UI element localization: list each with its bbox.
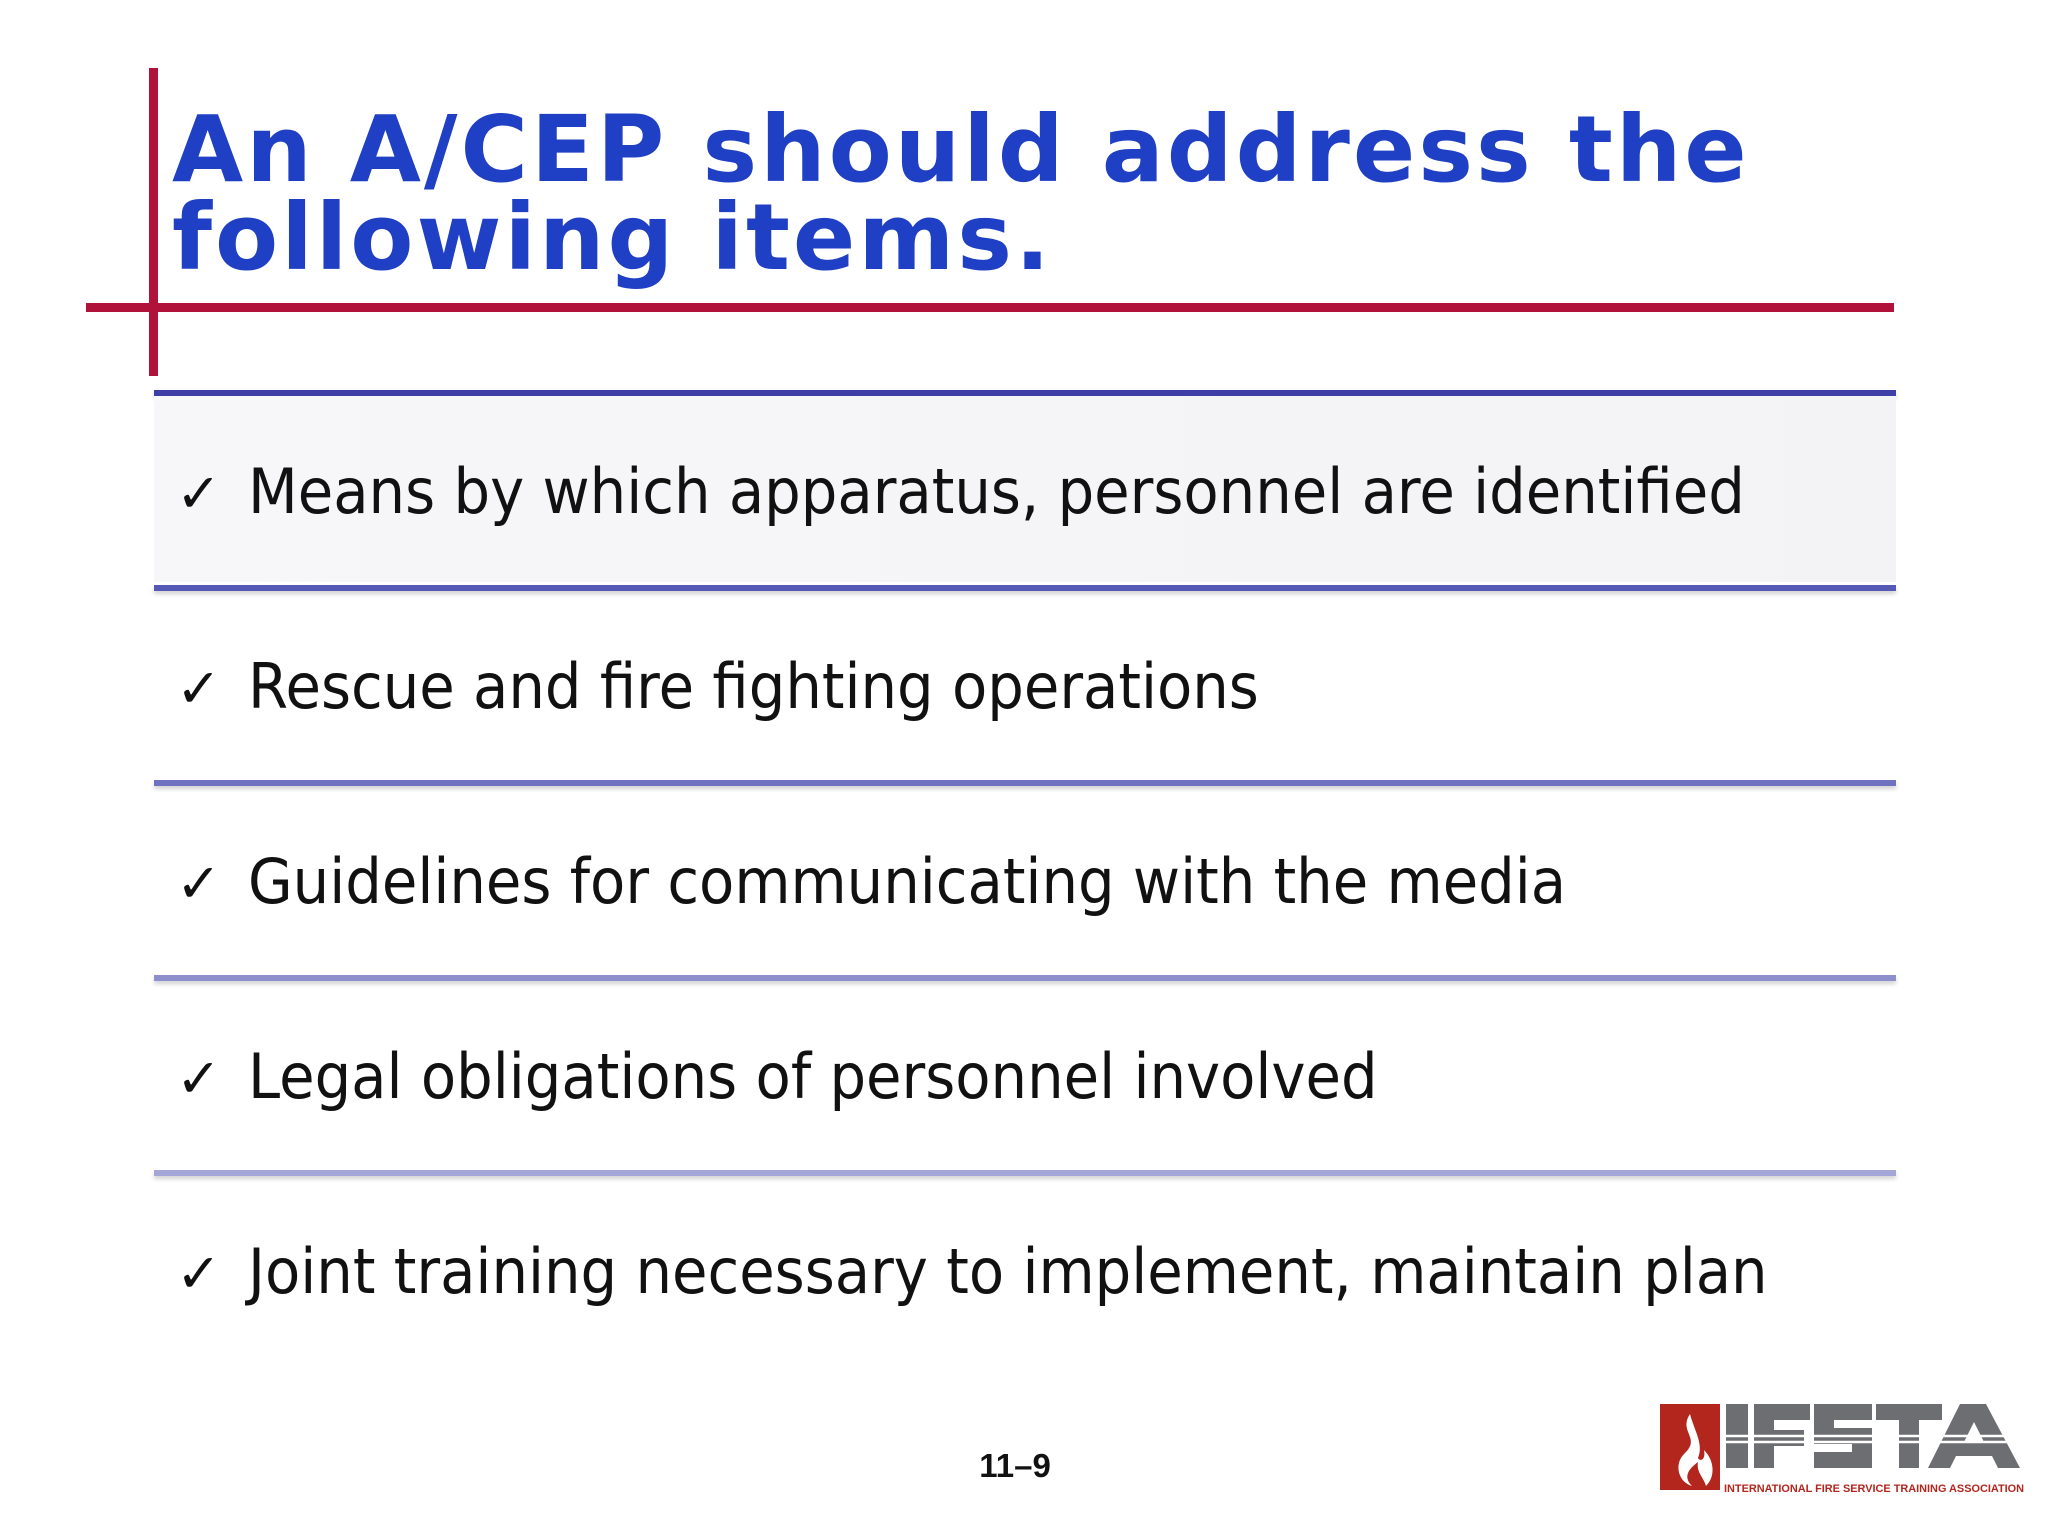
list-item <box>154 585 1896 780</box>
checkmark-icon: ✓ <box>176 1047 222 1110</box>
ifsta-logo <box>1660 1402 2030 1502</box>
list-item <box>154 390 1896 585</box>
item-list <box>154 390 1896 1365</box>
checkmark-icon: ✓ <box>176 657 222 720</box>
page-number: 11–9 <box>979 1447 1051 1484</box>
list-item <box>154 780 1896 975</box>
checkmark-icon: ✓ <box>176 1242 222 1305</box>
checkmark-icon: ✓ <box>176 852 222 915</box>
list-item <box>154 1170 1896 1365</box>
list-item <box>154 975 1896 1170</box>
item-text: Joint training necessary to implement, maintain plan <box>248 1235 1768 1308</box>
title-accent-horizontal-bar <box>86 303 1894 312</box>
item-text: Legal obligations of personnel involved <box>248 1040 1378 1113</box>
title-accent-vertical-bar <box>149 68 158 376</box>
item-text: Rescue and fire fighting operations <box>248 650 1259 723</box>
logo-tagline: INTERNATIONAL FIRE SERVICE TRAINING ASSOCIATION <box>1724 1483 2024 1495</box>
slide-title: An A/CEP should address the following items. <box>172 96 1750 291</box>
item-text: Guidelines for communicating with the media <box>248 845 1567 918</box>
item-text: Means by which apparatus, personnel are identified <box>248 455 1745 528</box>
checkmark-icon: ✓ <box>176 462 222 525</box>
